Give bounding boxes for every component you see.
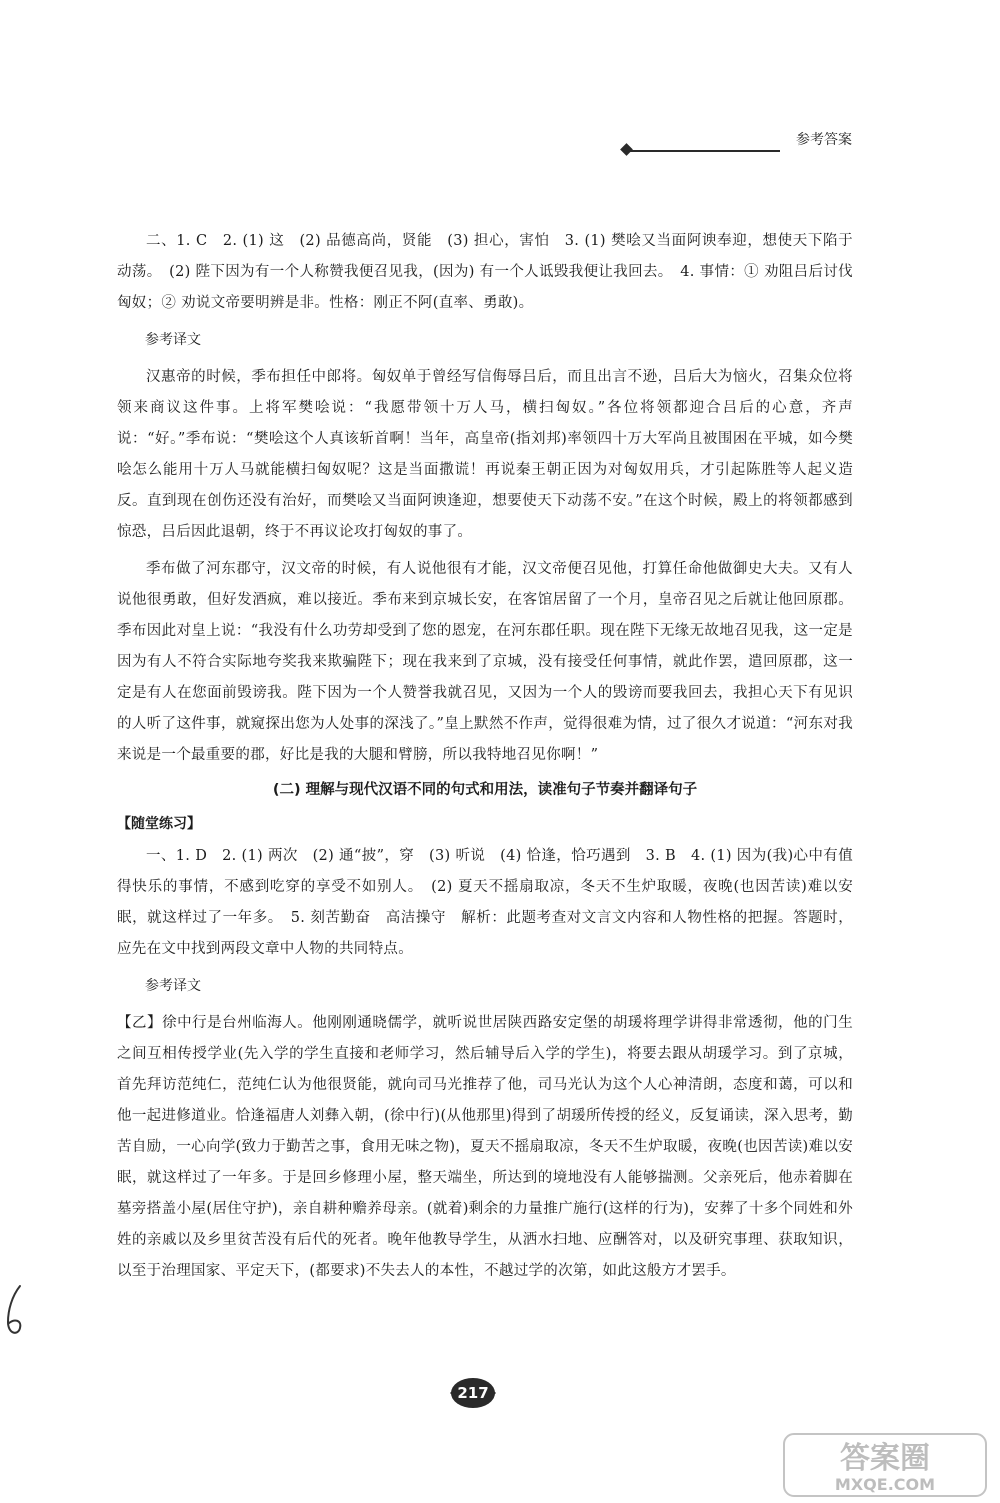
translation-label: 参考译文 [145, 978, 201, 994]
page-number-badge [450, 1376, 496, 1410]
pen-mark-icon [0, 1282, 30, 1342]
watermark-url: MXQE.COM [834, 1475, 936, 1494]
page-content [117, 226, 853, 1287]
page-number: 217 [457, 1384, 489, 1402]
translation-paragraph: 汉惠帝的时候，季布担任中郎将。匈奴单于曾经写信侮辱吕后，而且出言不逊，吕后大为恼火，召集众位将领来商议这件事。上将军樊哙说：“我愿带领十万人马，横扫匈奴。”各位将领都迎合吕后的心意，齐声说：“好。”季布说：“樊哙这个人真该斩首啊！当年，高皇帝(指刘邦)率领四十万大军尚且被围困在平城，如今樊哙怎么能用十万人马就能横扫匈奴呢？这是当面撒谎！再说秦王朝正因为对匈奴用兵，才引起陈胜等人起义造反。直到现在创伤还没有治好，而樊哙又当面阿谀逢迎，想要使天下动荡不安。”在这个时候，殿上的将领都感到惊恐，吕后因此退朝，终于不再议论攻打匈奴的事了。 [117, 369, 853, 540]
header-title: 参考答案 [796, 132, 852, 148]
watermark-title: 答案圈 [840, 1441, 930, 1476]
translation-paragraph: 【乙】徐中行是台州临海人。他刚刚通晓儒学，就听说世居陕西路安定堡的胡瑗将理学讲得非常透彻，他的门生之间互相传授学业(先入学的学生直接和老师学习，然后辅导后入学的学生)，将要去跟从胡瑗学习。到了京城，首先拜访范纯仁，范纯仁认为他很贤能，就向司马光推荐了他，司马光认为这个人心神清朗，态度和蔼，可以和他一起进修道业。恰逢福唐人刘彝入朝，(徐中行)(从他那里)得到了胡瑗所传授的经义，反复诵读，深入思考，勤苦自励，一心向学(致力于勤苦之事，食用无味之物)，夏天不摇扇取凉，冬天不生炉取暖，夜晚(也因苦读)难以安眠，就这样过了一年多。于是回乡修理小屋，整天端坐，所达到的境地没有人能够揣测。父亲死后，他赤着脚在墓旁搭盖小屋(居住守护)，亲自耕种赡养母亲。(就着)剩余的力量推广施行(这样的行为)，安葬了十多个同姓和外姓的亲戚以及乡里贫苦没有后代的死者。晚年他教导学生，从洒水扫地、应酬答对，以及研究事理、获取知识，以至于治理国家、平定天下，(都要求)不失去人的本性，不越过学的次第，如此这般方才罢手。 [117, 1015, 853, 1279]
practice-label: 【随堂练习】 [117, 816, 201, 832]
running-header [622, 128, 852, 158]
answers-part-2: 二、1. C 2. (1) 这 (2) 品德高尚，贤能 (3) 担心，害怕 3. (1) 樊哙又当面阿谀奉迎，想使天下陷于动荡。 (2) 陛下因为有一个人称赞我便召见我，(因为) 有一个人诋毁我便让我回去。 4. 事情：① 劝阻吕后讨伐匈奴；② 劝说文帝要明辨是非。性格：刚正不阿(直率、勇敢)。 [117, 233, 853, 311]
section-title: (二) 理解与现代汉语不同的句式和用法，读准句子节奏并翻译句子 [272, 782, 698, 798]
header-rule [628, 150, 780, 152]
answers-part-1: 一、1. D 2. (1) 两次 (2) 通“披”，穿 (3) 听说 (4) 恰逢，恰巧遇到 3. B 4. (1) 因为(我)心中有值得快乐的事情，不感到吃穿的享受不如别人。 (2) 夏天不摇扇取凉，冬天不生炉取暖，夜晚(也因苦读)难以安眠，就这样过了一年多。 5. 刻苦勤奋 高洁操守 解析：此题考查对文言文内容和人物性格的把握。答题时，应先在文中找到两段文章中人物的共同特点。 [117, 848, 853, 957]
translation-paragraph: 季布做了河东郡守，汉文帝的时候，有人说他很有才能，汉文帝便召见他，打算任命他做御史大夫。又有人说他很勇敢，但好发酒疯，难以接近。季布来到京城长安，在客馆居留了一个月，皇帝召见之后就让他回原郡。季布因此对皇上说：“我没有什么功劳却受到了您的恩宠，在河东郡任职。现在陛下无缘无故地召见我，这一定是因为有人不符合实际地夸奖我来欺骗陛下；现在我来到了京城，没有接受任何事情，就此作罢，遣回原郡，这一定是有人在您面前毁谤我。陛下因为一个人赞誉我就召见，又因为一个人的毁谤而要我回去，我担心天下有见识的人听了这件事，就窥探出您为人处事的深浅了。”皇上默然不作声，觉得很难为情，过了很久才说道：“河东对我来说是一个最重要的郡，好比是我的大腿和臂膀，所以我特地召见你啊！” [117, 561, 853, 763]
watermark-logo-icon [780, 1430, 990, 1500]
translation-label: 参考译文 [145, 332, 201, 348]
